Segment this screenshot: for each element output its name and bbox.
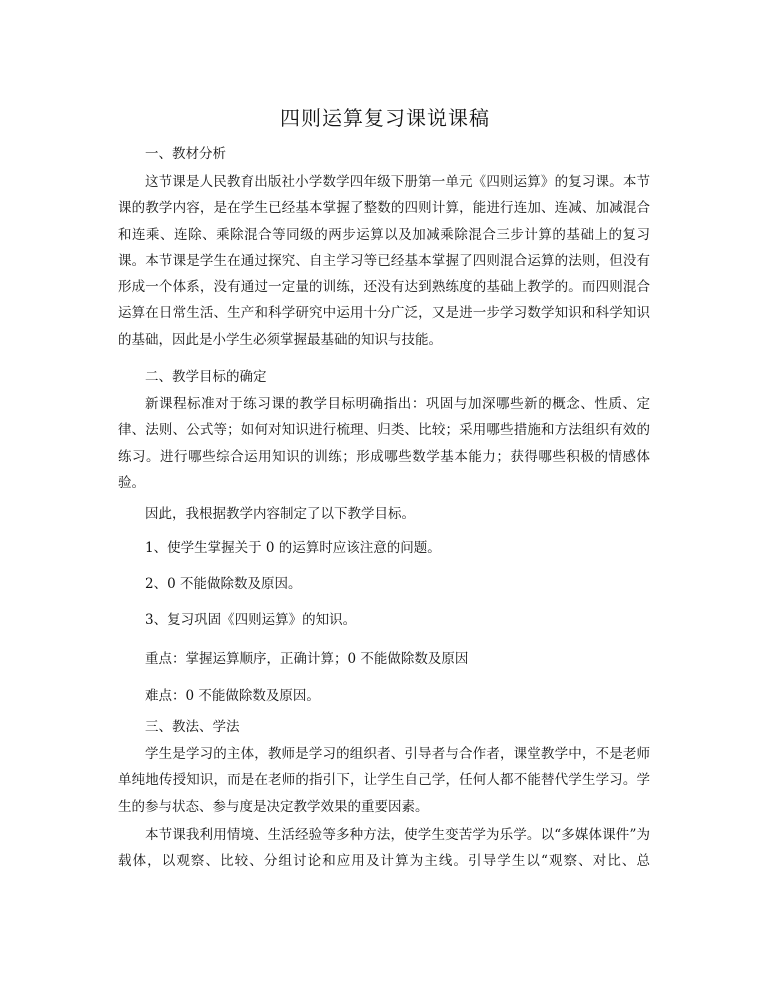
section-3-paragraph-2: 本节课我利用情境、生活经验等多种方法，使学生变苦学为乐学。以“多媒体课件”为载体，以观察、比较、分组讨论和应用及计算为主线。引导学生以“观察、对比、总 xyxy=(118,827,650,870)
difficulty: 难点：0 不能做除数及原因。 xyxy=(145,688,320,704)
goal-3: 3、复习巩固《四则运算》的知识。 xyxy=(145,612,357,628)
document-title: 四则运算复习课说课稿 xyxy=(280,106,490,130)
goal-2: 2、0 不能做除数及原因。 xyxy=(145,576,302,592)
key-point: 重点：掌握运算顺序，正确计算；0 不能做除数及原因 xyxy=(145,651,469,667)
section-2-paragraph-1: 新课程标准对于练习课的教学目标明确指出：巩固与加深哪些新的概念、性质、定律、法则、公式等；如何对知识进行梳理、归类、比较；采用哪些措施和方法组织有效的练习。进行哪些综合运用知识的训练；形成哪些数学基本能力；获得哪些积极的情感体验。 xyxy=(118,396,650,491)
section-3-heading: 三、教法、学法 xyxy=(145,719,240,735)
section-2-paragraph-2: 因此，我根据教学内容制定了以下教学目标。 xyxy=(145,506,415,522)
section-1-paragraph: 这节课是人民教育出版社小学数学四年级下册第一单元《四则运算》的复习课。本节课的教学内容，是在学生已经基本掌握了整数的四则计算，能进行连加、连减、加减混合和连乘、连除、乘除混合等同级的两步运算以及加减乘除混合三步计算的基础上的复习课。本节课是学生在通过探究、自主学习等已经基本掌握了四则混合运算的法则，但没有形成一个体系，没有通过一定量的训练，还没有达到熟练度的基础上教学的。而四则混合运算在日常生活、生产和科学研究中运用十分广泛，又是进一步学习数学知识和科学知识的基础，因此是小学生必须掌握最基础的知识与技能。 xyxy=(118,174,650,348)
section-2-heading: 二、教学目标的确定 xyxy=(145,369,267,385)
section-3-paragraph-1: 学生是学习的主体，教师是学习的组织者、引导者与合作者，课堂教学中，不是老师单纯地传授知识，而是在老师的指引下，让学生自己学，任何人都不能替代学生学习。学生的参与状态、参与度是决定教学效果的重要因素。 xyxy=(118,746,650,815)
goal-1: 1、使学生掌握关于 0 的运算时应该注意的问题。 xyxy=(145,540,441,556)
section-1-heading: 一、教材分析 xyxy=(145,146,226,162)
